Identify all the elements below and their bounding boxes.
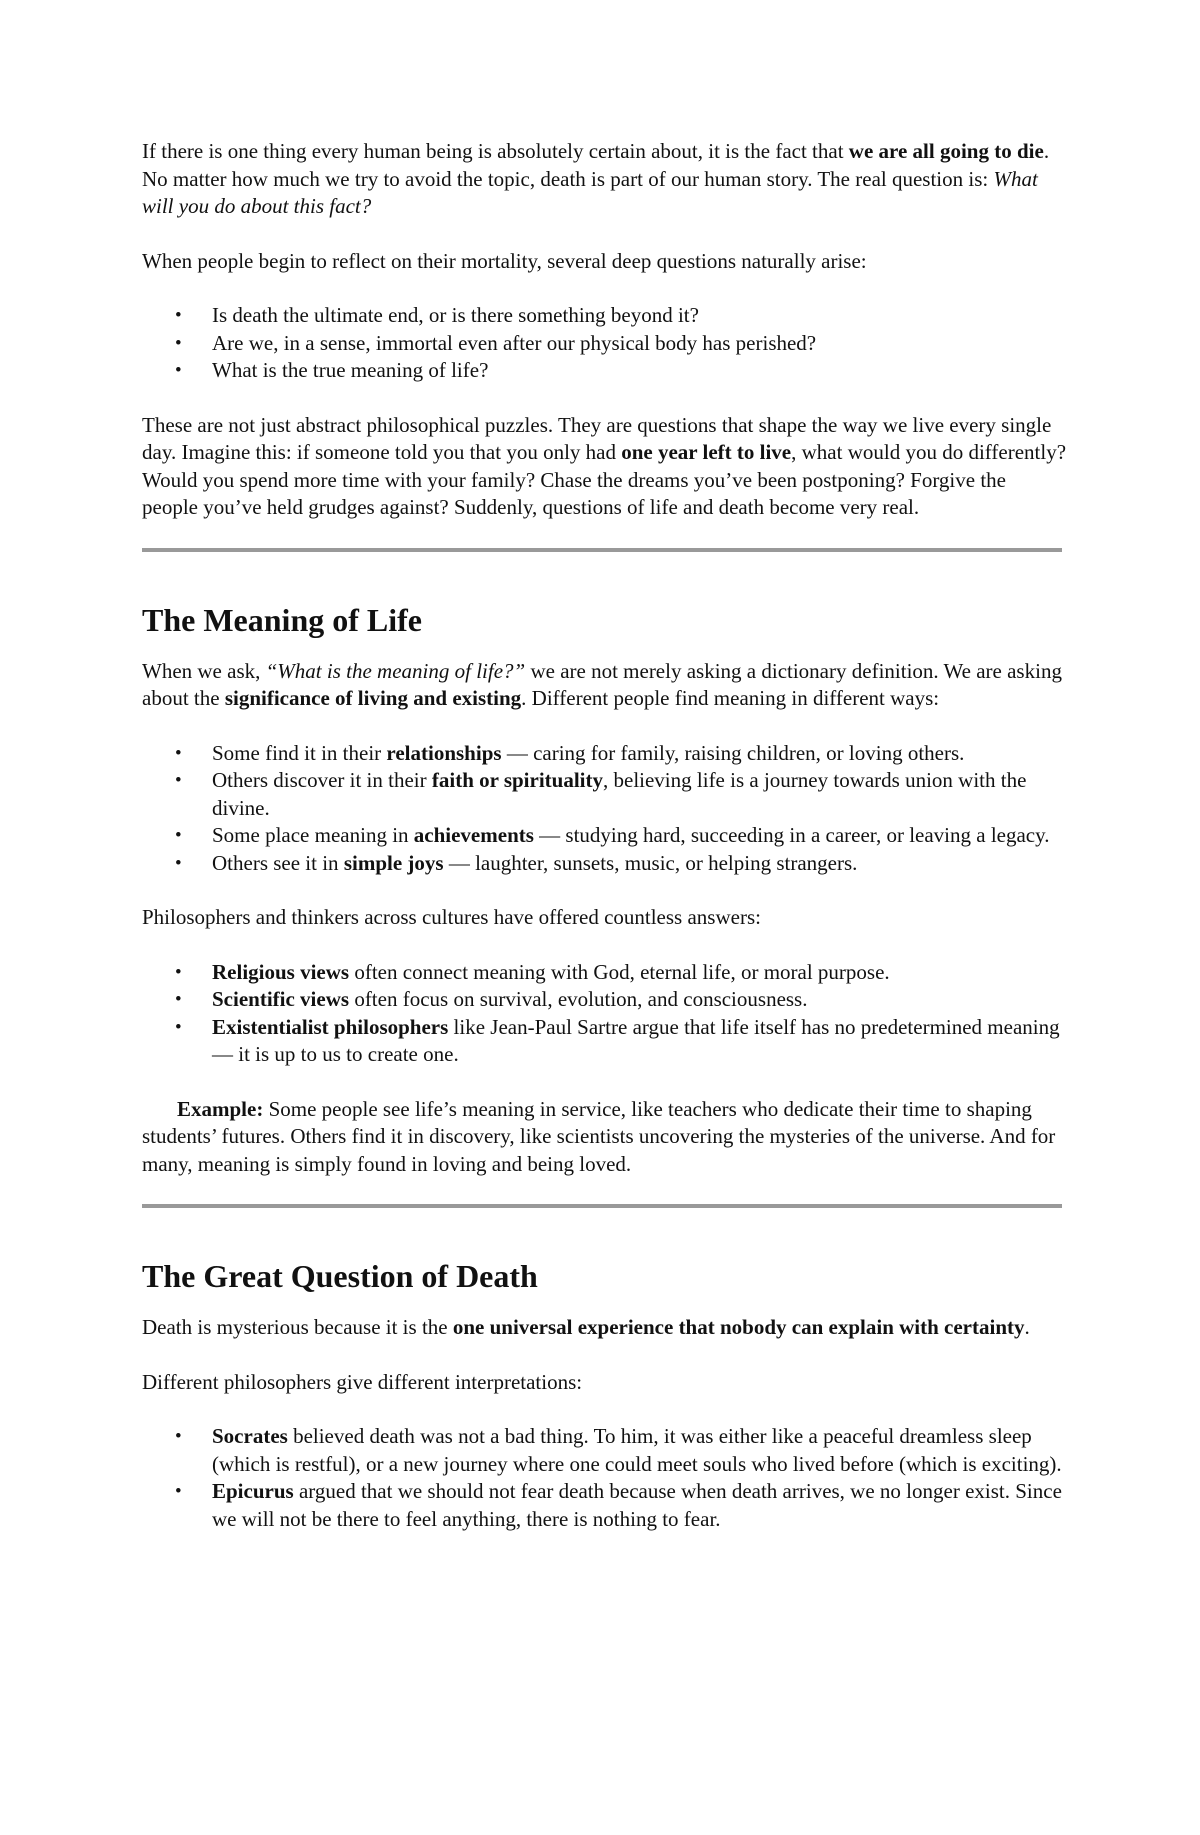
document-body <box>142 138 1067 1533</box>
bullet-icon: • <box>175 989 182 1010</box>
list-item: • Others discover it in their faith or spirituality, believing life is a journey towards union with the divine. <box>175 768 1027 820</box>
list-item: • Others see it in simple joys — laughter, sunsets, music, or helping strangers. <box>142 850 1067 878</box>
quote-text: “What is the meaning of life?” <box>265 658 526 683</box>
emphasis-text: one universal experience that nobody can explain with certainty <box>452 1315 1025 1339</box>
death-paragraph-2: Different philosophers give different interpretations: <box>142 1369 583 1394</box>
meaning-paragraph-1: When we ask, “What is the meaning of life?” we are not merely asking a dictionary definition. We are asking about the significance of living and existing. Different people find meaning in different ways: <box>142 658 1062 710</box>
bullet-icon: • <box>175 852 182 874</box>
list-item: • Some place meaning in achievements — studying hard, succeeding in a career, or leaving a legacy. <box>142 822 1067 850</box>
emphasis-text: we are all going to die <box>848 139 1044 163</box>
list-item: • Existentialist philosophers like Jean-Paul Sartre argue that life itself has no predetermined meaning — it is up to us to create one. <box>175 1014 1060 1066</box>
section-heading-death: The Great Question of Death <box>142 1258 538 1294</box>
list-item: • Religious views often connect meaning with God, eternal life, or moral purpose. <box>142 959 1067 987</box>
list-item: • What is the true meaning of life? <box>142 357 1067 385</box>
questions-list <box>142 302 1067 385</box>
bullet-icon: • <box>175 825 182 846</box>
list-item: • Is death the ultimate end, or is there something beyond it? <box>142 302 1067 330</box>
views-list <box>142 959 1067 1069</box>
example-label: Example: <box>177 1096 264 1121</box>
intro-paragraph-2: When people begin to reflect on their mortality, several deep questions naturally arise: <box>142 248 867 273</box>
section-divider <box>142 548 1062 552</box>
question-text: What will you do about this fact? <box>142 166 1038 218</box>
emphasis-text: significance of living and existing <box>224 686 522 710</box>
bullet-icon: • <box>175 1016 182 1038</box>
section-divider <box>142 1204 1062 1208</box>
emphasis-text: one year left to live <box>621 440 792 464</box>
bullet-icon: • <box>175 1426 182 1447</box>
list-item: • Some find it in their relationships — caring for family, raising children, or loving others. <box>142 740 1067 768</box>
bullet-icon: • <box>175 742 182 764</box>
ways-list <box>142 740 1067 878</box>
bullet-icon: • <box>175 332 182 354</box>
meaning-paragraph-2: Philosophers and thinkers across cultures have offered countless answers: <box>142 905 761 929</box>
section-heading-meaning: The Meaning of Life <box>142 601 422 638</box>
bullet-icon: • <box>175 770 182 791</box>
bullet-icon: • <box>175 1481 182 1502</box>
list-item: • Are we, in a sense, immortal even after our physical body has perished? <box>142 330 1067 358</box>
example-paragraph: Example: Some people see life’s meaning in service, like teachers who dedicate their time to shaping students’ futures. Others find it in discovery, like scientists uncovering the mysteries of the universe. And for many, meaning is simply found in loving and being loved. <box>142 1096 1056 1176</box>
death-paragraph-1: Death is mysterious because it is the one universal experience that nobody can explain with certainty. <box>142 1315 1030 1339</box>
list-item: • Socrates believed death was not a bad thing. To him, it was either like a peaceful dreamless sleep (which is restful), or a new journey where one could meet souls who lived before (which is exciting). <box>175 1424 1062 1476</box>
intro-paragraph-3: These are not just abstract philosophical puzzles. They are questions that shape the way we live every single day. Imagine this: if someone told you that you only had one year left to live, what would you do differently? Would you spend more time with your family? Chase the dreams you’ve been postponing? Forgive the people you’ve held grudges against? Suddenly, questions of life and death become very real. <box>142 412 1067 519</box>
bullet-icon: • <box>175 360 182 381</box>
list-item: • Epicurus argued that we should not fear death because when death arrives, we no longer exist. Since we will not be there to feel anything, there is nothing to fear. <box>175 1479 1062 1531</box>
philosophers-list <box>142 1423 1067 1533</box>
list-item: • Scientific views often focus on survival, evolution, and consciousness. <box>142 986 1067 1014</box>
intro-paragraph-1: If there is one thing every human being is absolutely certain about, it is the fact that we are all going to die. No matter how much we try to avoid the topic, death is part of our human story. The real question is: What will you do about this fact? <box>142 139 1050 218</box>
bullet-icon: • <box>175 961 182 983</box>
bullet-icon: • <box>175 305 182 326</box>
